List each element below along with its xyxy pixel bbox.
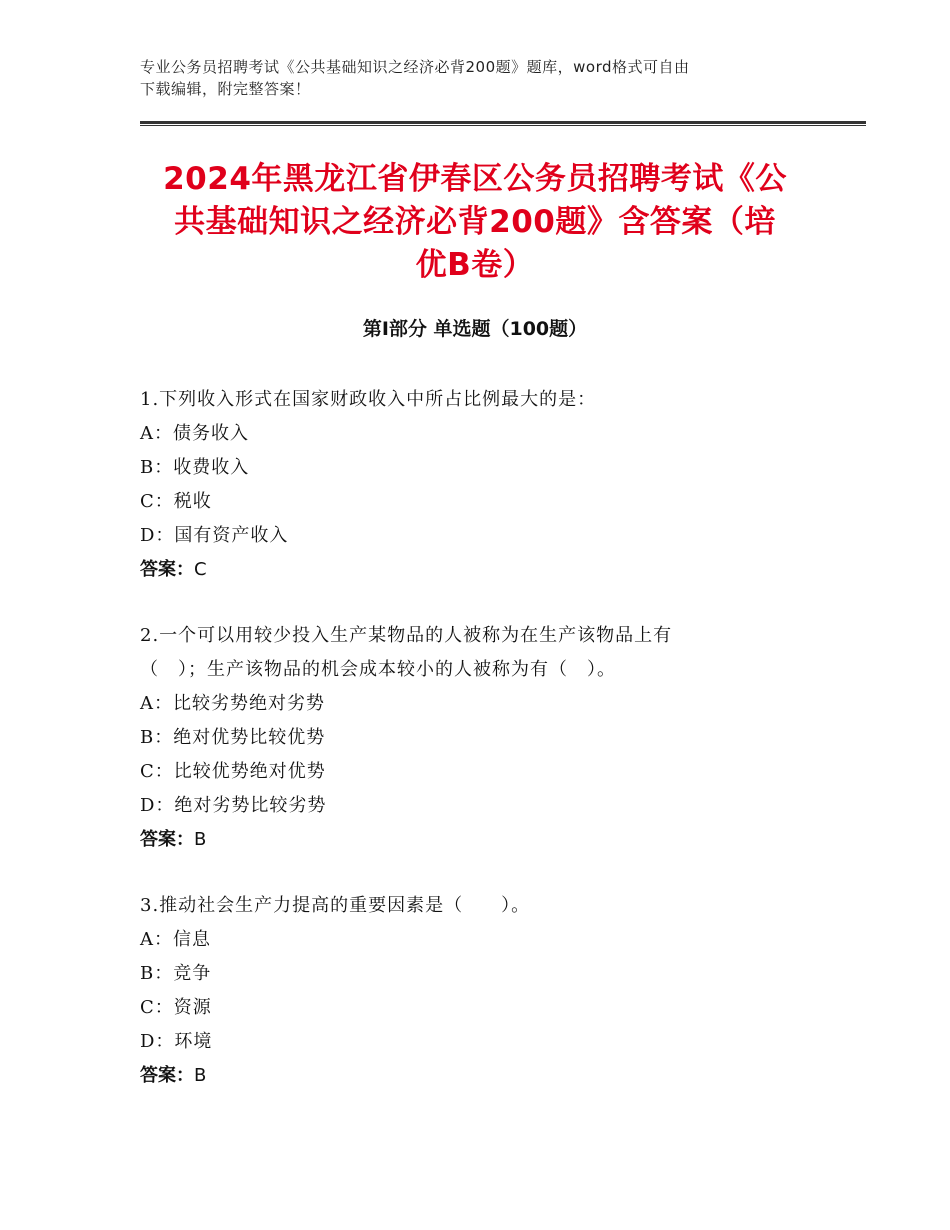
question-2 [140, 619, 840, 857]
header-note-line-2: 下载编辑，附完整答案！ [140, 80, 311, 98]
answer-value: B [194, 1065, 207, 1086]
option-d: D：环境 [140, 1031, 213, 1052]
option-b: B：收费收入 [140, 457, 250, 478]
question-stem: 3.推动社会生产力提高的重要因素是（ ）。 [140, 895, 531, 916]
option-c: C：税收 [140, 491, 212, 512]
header-note [140, 56, 820, 100]
answer-value: C [194, 559, 207, 580]
section-title: 第Ⅰ部分 单选题（100题） [362, 318, 588, 340]
document-title [120, 158, 830, 287]
header-note-line-1: 专业公务员招聘考试《公共基础知识之经济必背200题》题库，word格式可自由 [140, 58, 690, 76]
question-stem-continued: （ ）；生产该物品的机会成本较小的人被称为有（ ）。 [140, 659, 616, 680]
option-a: A：比较劣势绝对劣势 [140, 693, 325, 714]
answer-label: 答案： [140, 829, 194, 850]
answer-line [140, 823, 840, 857]
document-title-line-3: 优B卷） [415, 247, 535, 283]
question-stem: 2.一个可以用较少投入生产某物品的人被称为在生产该物品上有 [140, 625, 673, 646]
option-d: D：国有资产收入 [140, 525, 289, 546]
answer-label: 答案： [140, 559, 194, 580]
answer-line [140, 553, 840, 587]
question-stem: 1.下列收入形式在国家财政收入中所占比例最大的是： [140, 389, 597, 410]
option-a: A：债务收入 [140, 423, 249, 444]
question-3 [140, 889, 840, 1093]
question-list [140, 383, 840, 1125]
question-1 [140, 383, 840, 587]
answer-line [140, 1059, 840, 1093]
header-divider [140, 121, 866, 126]
document-title-line-2: 共基础知识之经济必背200题》含答案（培 [174, 204, 776, 240]
document-title-line-1: 2024年黑龙江省伊春区公务员招聘考试《公 [163, 161, 787, 197]
option-b: B：绝对优势比较优势 [140, 727, 326, 748]
option-d: D：绝对劣势比较劣势 [140, 795, 327, 816]
option-a: A：信息 [140, 929, 211, 950]
option-c: C：资源 [140, 997, 212, 1018]
answer-label: 答案： [140, 1065, 194, 1086]
option-b: B：竞争 [140, 963, 212, 984]
answer-value: B [194, 829, 207, 850]
option-c: C：比较优势绝对优势 [140, 761, 326, 782]
